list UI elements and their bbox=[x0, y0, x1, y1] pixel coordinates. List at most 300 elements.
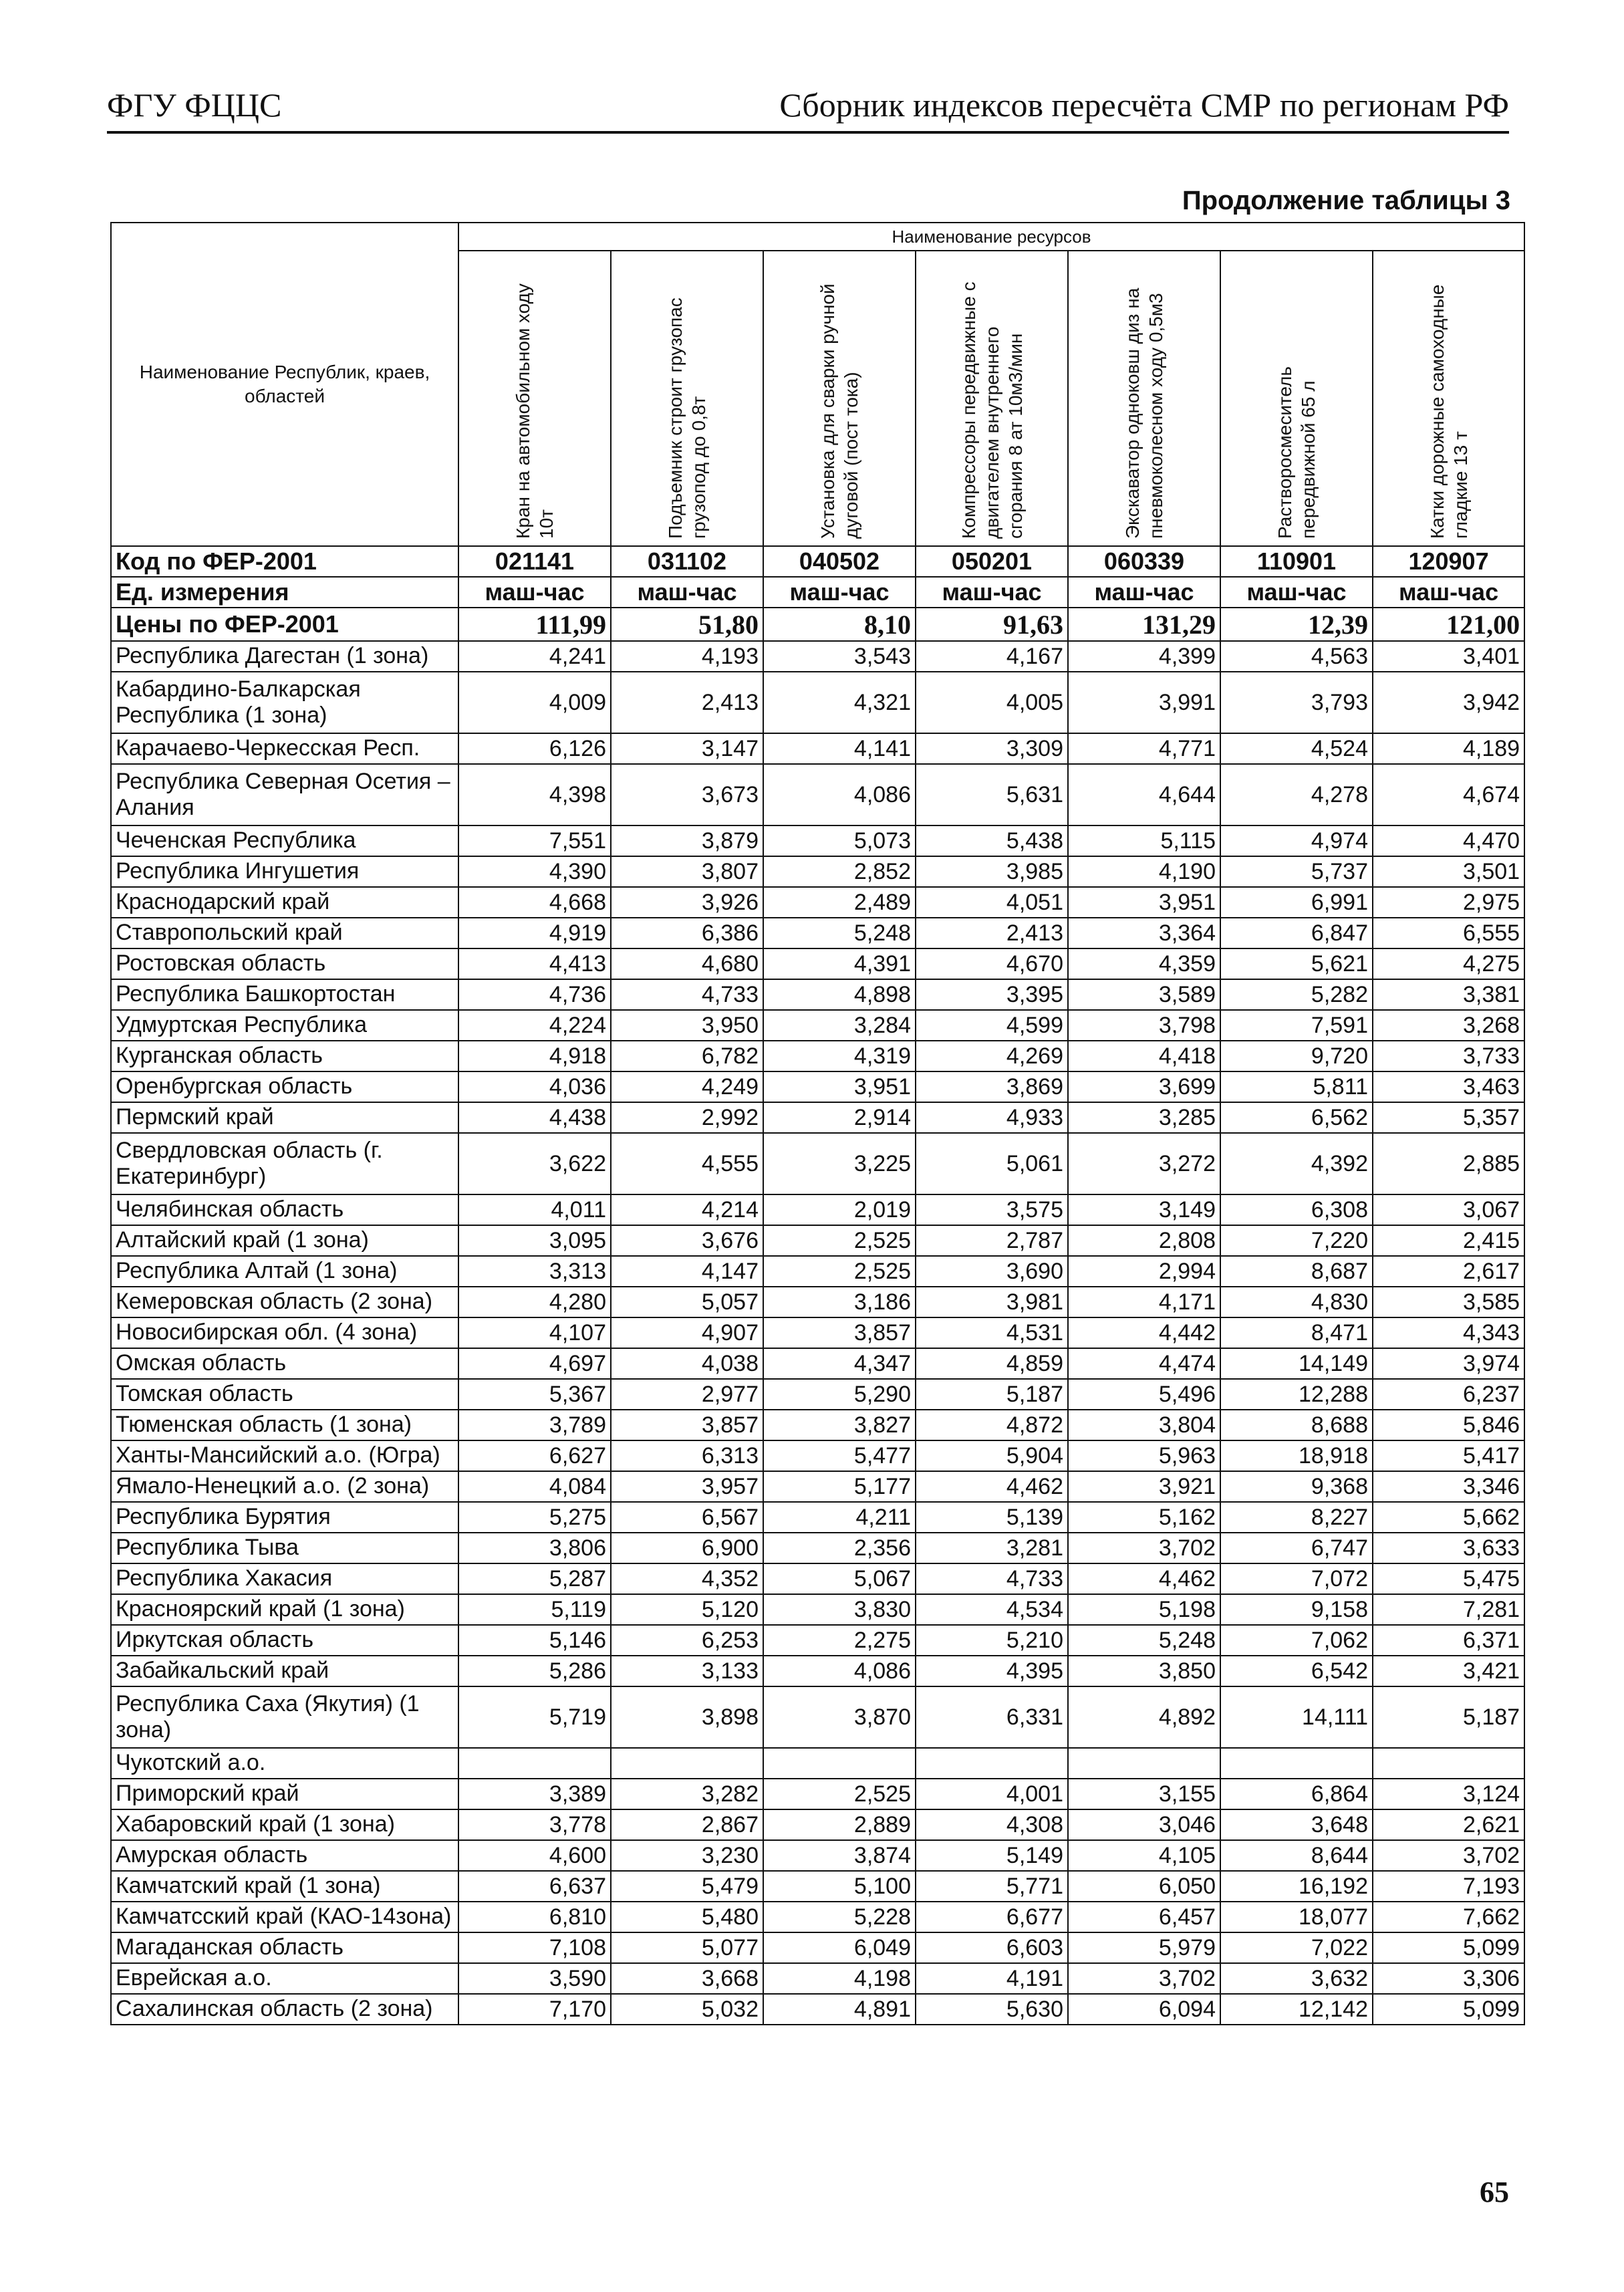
resource-code: 120907 bbox=[1373, 546, 1524, 577]
region-name: Камчатский край (1 зона) bbox=[111, 1871, 458, 1902]
table-row bbox=[111, 1194, 1524, 1225]
index-value: 7,072 bbox=[1220, 1563, 1373, 1594]
index-value: 4,009 bbox=[458, 672, 611, 733]
table-row bbox=[111, 1256, 1524, 1287]
index-value: 4,733 bbox=[611, 979, 763, 1010]
region-name: Ханты-Мансийский а.о. (Югра) bbox=[111, 1440, 458, 1471]
index-value: 4,600 bbox=[458, 1840, 611, 1871]
index-value: 2,914 bbox=[763, 1102, 916, 1133]
index-value: 2,415 bbox=[1373, 1225, 1524, 1256]
index-value: 5,248 bbox=[763, 918, 916, 948]
index-value: 4,474 bbox=[1068, 1348, 1220, 1379]
table-row bbox=[111, 1348, 1524, 1379]
index-value: 4,191 bbox=[916, 1963, 1068, 1994]
index-value: 9,368 bbox=[1220, 1471, 1373, 1502]
index-value: 2,617 bbox=[1373, 1256, 1524, 1287]
resource-name: Компрессоры передвижные с двигателем внутреннего сгорания 8 ат 10м3/мин bbox=[958, 281, 1026, 539]
index-value bbox=[1373, 1748, 1524, 1779]
index-value: 5,115 bbox=[1068, 825, 1220, 856]
index-value: 3,590 bbox=[458, 1963, 611, 1994]
table-row bbox=[111, 1071, 1524, 1102]
unit-label: Ед. измерения bbox=[111, 577, 458, 608]
index-value: 4,563 bbox=[1220, 641, 1373, 672]
index-value: 5,477 bbox=[763, 1440, 916, 1471]
index-value: 3,230 bbox=[611, 1840, 763, 1871]
index-value: 4,531 bbox=[916, 1317, 1068, 1348]
index-value: 5,357 bbox=[1373, 1102, 1524, 1133]
resource-code: 110901 bbox=[1220, 546, 1373, 577]
index-value: 7,591 bbox=[1220, 1010, 1373, 1041]
index-value: 4,107 bbox=[458, 1317, 611, 1348]
table-row bbox=[111, 1594, 1524, 1625]
index-value: 18,918 bbox=[1220, 1440, 1373, 1471]
index-value: 4,038 bbox=[611, 1348, 763, 1379]
table-row bbox=[111, 1994, 1524, 2025]
table-row bbox=[111, 1840, 1524, 1871]
header-title: Сборник индексов пересчёта СМР по регионам РФ bbox=[779, 86, 1509, 124]
index-value: 6,542 bbox=[1220, 1656, 1373, 1686]
region-name: Ставропольский край bbox=[111, 918, 458, 948]
index-value: 3,857 bbox=[763, 1317, 916, 1348]
index-value: 3,306 bbox=[1373, 1963, 1524, 1994]
table-continuation-label: Продолжение таблицы 3 bbox=[1182, 186, 1510, 215]
table-row bbox=[111, 1471, 1524, 1502]
table-row bbox=[111, 1041, 1524, 1071]
index-value: 2,525 bbox=[763, 1256, 916, 1287]
index-value: 3,421 bbox=[1373, 1656, 1524, 1686]
resource-name: Кран на автомобильном ходу 10т bbox=[513, 283, 557, 539]
index-value: 5,162 bbox=[1068, 1502, 1220, 1533]
region-name: Новосибирская обл. (4 зона) bbox=[111, 1317, 458, 1348]
index-value: 6,457 bbox=[1068, 1902, 1220, 1932]
index-value: 5,367 bbox=[458, 1379, 611, 1410]
index-value: 3,284 bbox=[763, 1010, 916, 1041]
index-value: 4,051 bbox=[916, 887, 1068, 918]
index-value: 3,501 bbox=[1373, 856, 1524, 887]
index-value: 5,287 bbox=[458, 1563, 611, 1594]
index-value: 2,621 bbox=[1373, 1809, 1524, 1840]
index-value: 4,001 bbox=[916, 1779, 1068, 1809]
index-value: 5,417 bbox=[1373, 1440, 1524, 1471]
table-row bbox=[111, 1379, 1524, 1410]
index-value: 5,119 bbox=[458, 1594, 611, 1625]
index-value: 3,124 bbox=[1373, 1779, 1524, 1809]
index-value: 6,637 bbox=[458, 1871, 611, 1902]
index-value: 3,702 bbox=[1068, 1963, 1220, 1994]
index-value: 6,782 bbox=[611, 1041, 763, 1071]
index-value: 7,170 bbox=[458, 1994, 611, 2025]
index-value: 2,992 bbox=[611, 1102, 763, 1133]
index-value: 5,139 bbox=[916, 1502, 1068, 1533]
resource-header bbox=[1373, 251, 1524, 546]
index-value: 3,147 bbox=[611, 733, 763, 764]
index-value: 3,950 bbox=[611, 1010, 763, 1041]
index-value: 4,644 bbox=[1068, 764, 1220, 825]
index-value: 6,627 bbox=[458, 1440, 611, 1471]
region-name: Пермский край bbox=[111, 1102, 458, 1133]
index-value: 5,057 bbox=[611, 1287, 763, 1317]
index-value: 4,224 bbox=[458, 1010, 611, 1041]
index-value: 6,864 bbox=[1220, 1779, 1373, 1809]
resource-price: 12,39 bbox=[1220, 608, 1373, 641]
table-row bbox=[111, 1010, 1524, 1041]
resource-unit: маш-час bbox=[916, 577, 1068, 608]
index-value: 5,073 bbox=[763, 825, 916, 856]
index-value: 5,228 bbox=[763, 1902, 916, 1932]
index-value: 4,086 bbox=[763, 1656, 916, 1686]
index-value: 3,974 bbox=[1373, 1348, 1524, 1379]
index-value: 3,673 bbox=[611, 764, 763, 825]
code-row bbox=[111, 546, 1524, 577]
index-value: 4,418 bbox=[1068, 1041, 1220, 1071]
resource-unit: маш-час bbox=[611, 577, 763, 608]
resource-code: 021141 bbox=[458, 546, 611, 577]
index-value: 8,471 bbox=[1220, 1317, 1373, 1348]
index-value: 4,036 bbox=[458, 1071, 611, 1102]
table-row bbox=[111, 1932, 1524, 1963]
index-value: 5,480 bbox=[611, 1902, 763, 1932]
resource-name: Экскаватор одноковш диз на пневмоколесном ходу 0,5м3 bbox=[1122, 287, 1166, 539]
index-value: 4,413 bbox=[458, 948, 611, 979]
index-value: 2,489 bbox=[763, 887, 916, 918]
region-name: Республика Башкортостан bbox=[111, 979, 458, 1010]
index-value: 5,146 bbox=[458, 1625, 611, 1656]
index-value bbox=[916, 1748, 1068, 1779]
region-column-header: Наименование Республик, краев, областей bbox=[111, 223, 458, 546]
table-row bbox=[111, 1748, 1524, 1779]
index-value: 4,859 bbox=[916, 1348, 1068, 1379]
index-value: 4,241 bbox=[458, 641, 611, 672]
index-value: 6,371 bbox=[1373, 1625, 1524, 1656]
index-value: 2,885 bbox=[1373, 1133, 1524, 1194]
index-value: 3,827 bbox=[763, 1410, 916, 1440]
index-value: 6,386 bbox=[611, 918, 763, 948]
index-value: 4,084 bbox=[458, 1471, 611, 1502]
resource-price: 8,10 bbox=[763, 608, 916, 641]
resource-header bbox=[1068, 251, 1220, 546]
index-value: 5,099 bbox=[1373, 1932, 1524, 1963]
index-value: 4,736 bbox=[458, 979, 611, 1010]
index-value: 4,933 bbox=[916, 1102, 1068, 1133]
index-value: 5,631 bbox=[916, 764, 1068, 825]
index-value: 9,720 bbox=[1220, 1041, 1373, 1071]
resources-group-header: Наименование ресурсов bbox=[458, 223, 1524, 251]
index-value: 3,268 bbox=[1373, 1010, 1524, 1041]
region-name: Республика Дагестан (1 зона) bbox=[111, 641, 458, 672]
index-value: 3,395 bbox=[916, 979, 1068, 1010]
table-row bbox=[111, 1317, 1524, 1348]
index-value: 3,381 bbox=[1373, 979, 1524, 1010]
index-value: 5,904 bbox=[916, 1440, 1068, 1471]
index-value: 4,167 bbox=[916, 641, 1068, 672]
index-value: 3,991 bbox=[1068, 672, 1220, 733]
index-value bbox=[458, 1748, 611, 1779]
index-value: 4,974 bbox=[1220, 825, 1373, 856]
index-value: 5,630 bbox=[916, 1994, 1068, 2025]
region-name: Удмуртская Республика bbox=[111, 1010, 458, 1041]
resource-code: 031102 bbox=[611, 546, 763, 577]
index-value: 3,389 bbox=[458, 1779, 611, 1809]
region-name: Карачаево-Черкесская Респ. bbox=[111, 733, 458, 764]
index-value: 4,670 bbox=[916, 948, 1068, 979]
index-value: 5,210 bbox=[916, 1625, 1068, 1656]
index-value: 4,193 bbox=[611, 641, 763, 672]
index-value: 8,688 bbox=[1220, 1410, 1373, 1440]
index-value: 2,808 bbox=[1068, 1225, 1220, 1256]
index-value: 5,811 bbox=[1220, 1071, 1373, 1102]
index-value: 6,847 bbox=[1220, 918, 1373, 948]
index-value: 3,309 bbox=[916, 733, 1068, 764]
index-value: 6,049 bbox=[763, 1932, 916, 1963]
index-value: 4,343 bbox=[1373, 1317, 1524, 1348]
index-value: 4,171 bbox=[1068, 1287, 1220, 1317]
index-value: 6,603 bbox=[916, 1932, 1068, 1963]
index-value: 4,347 bbox=[763, 1348, 916, 1379]
index-value: 5,290 bbox=[763, 1379, 916, 1410]
index-value: 2,867 bbox=[611, 1809, 763, 1840]
index-value: 8,227 bbox=[1220, 1502, 1373, 1533]
index-value: 4,524 bbox=[1220, 733, 1373, 764]
region-name: Свердловская область (г. Екатеринбург) bbox=[111, 1133, 458, 1194]
index-value: 8,687 bbox=[1220, 1256, 1373, 1287]
region-name: Чукотский а.о. bbox=[111, 1748, 458, 1779]
resource-header bbox=[1220, 251, 1373, 546]
index-value: 3,632 bbox=[1220, 1963, 1373, 1994]
index-value: 2,019 bbox=[763, 1194, 916, 1225]
index-value: 3,543 bbox=[763, 641, 916, 672]
index-value: 4,462 bbox=[916, 1471, 1068, 1502]
index-value: 5,187 bbox=[1373, 1686, 1524, 1748]
region-name: Чеченская Республика bbox=[111, 825, 458, 856]
index-value: 4,105 bbox=[1068, 1840, 1220, 1871]
index-value: 2,975 bbox=[1373, 887, 1524, 918]
index-value: 3,874 bbox=[763, 1840, 916, 1871]
index-value: 6,747 bbox=[1220, 1533, 1373, 1563]
index-value: 3,282 bbox=[611, 1779, 763, 1809]
index-value: 16,192 bbox=[1220, 1871, 1373, 1902]
region-name: Республика Хакасия bbox=[111, 1563, 458, 1594]
index-value bbox=[763, 1748, 916, 1779]
index-value: 2,852 bbox=[763, 856, 916, 887]
index-value: 2,413 bbox=[916, 918, 1068, 948]
resource-code: 060339 bbox=[1068, 546, 1220, 577]
index-value: 4,319 bbox=[763, 1041, 916, 1071]
region-name: Омская область bbox=[111, 1348, 458, 1379]
index-value: 3,778 bbox=[458, 1809, 611, 1840]
price-row bbox=[111, 608, 1524, 641]
index-value: 3,149 bbox=[1068, 1194, 1220, 1225]
resource-price: 91,63 bbox=[916, 608, 1068, 641]
index-value: 3,133 bbox=[611, 1656, 763, 1686]
index-value: 4,278 bbox=[1220, 764, 1373, 825]
table-row bbox=[111, 1686, 1524, 1748]
index-value: 3,702 bbox=[1068, 1533, 1220, 1563]
index-value: 4,395 bbox=[916, 1656, 1068, 1686]
index-value: 3,186 bbox=[763, 1287, 916, 1317]
resource-header bbox=[763, 251, 916, 546]
index-value: 7,022 bbox=[1220, 1932, 1373, 1963]
index-value: 6,555 bbox=[1373, 918, 1524, 948]
region-name: Хабаровский край (1 зона) bbox=[111, 1809, 458, 1840]
index-value: 5,719 bbox=[458, 1686, 611, 1748]
index-value: 6,094 bbox=[1068, 1994, 1220, 2025]
index-value: 2,994 bbox=[1068, 1256, 1220, 1287]
region-name: Краснодарский край bbox=[111, 887, 458, 918]
index-value: 3,668 bbox=[611, 1963, 763, 1994]
index-value: 3,281 bbox=[916, 1533, 1068, 1563]
table-row bbox=[111, 1902, 1524, 1932]
index-value: 4,674 bbox=[1373, 764, 1524, 825]
index-value: 4,321 bbox=[763, 672, 916, 733]
index-value: 4,211 bbox=[763, 1502, 916, 1533]
resource-unit: маш-час bbox=[1373, 577, 1524, 608]
index-value: 5,099 bbox=[1373, 1994, 1524, 2025]
index-value: 6,562 bbox=[1220, 1102, 1373, 1133]
index-value: 3,798 bbox=[1068, 1010, 1220, 1041]
index-value: 4,891 bbox=[763, 1994, 916, 2025]
index-value: 4,918 bbox=[458, 1041, 611, 1071]
region-name: Тюменская область (1 зона) bbox=[111, 1410, 458, 1440]
region-name: Магаданская область bbox=[111, 1932, 458, 1963]
index-value: 4,392 bbox=[1220, 1133, 1373, 1194]
index-value: 5,061 bbox=[916, 1133, 1068, 1194]
index-value: 3,898 bbox=[611, 1686, 763, 1748]
index-value: 5,100 bbox=[763, 1871, 916, 1902]
index-value: 18,077 bbox=[1220, 1902, 1373, 1932]
resource-unit: маш-час bbox=[1068, 577, 1220, 608]
index-value: 4,872 bbox=[916, 1410, 1068, 1440]
index-value: 3,957 bbox=[611, 1471, 763, 1502]
table-row bbox=[111, 1563, 1524, 1594]
index-value: 2,356 bbox=[763, 1533, 916, 1563]
index-value: 6,308 bbox=[1220, 1194, 1373, 1225]
region-name: Красноярский край (1 зона) bbox=[111, 1594, 458, 1625]
index-value: 4,190 bbox=[1068, 856, 1220, 887]
resource-code: 040502 bbox=[763, 546, 916, 577]
index-value: 4,892 bbox=[1068, 1686, 1220, 1748]
index-value: 3,676 bbox=[611, 1225, 763, 1256]
index-value: 3,463 bbox=[1373, 1071, 1524, 1102]
index-value: 4,919 bbox=[458, 918, 611, 948]
index-value: 2,525 bbox=[763, 1225, 916, 1256]
index-value: 3,622 bbox=[458, 1133, 611, 1194]
index-value: 3,285 bbox=[1068, 1102, 1220, 1133]
index-value: 5,149 bbox=[916, 1840, 1068, 1871]
index-value: 4,141 bbox=[763, 733, 916, 764]
index-value: 5,662 bbox=[1373, 1502, 1524, 1533]
index-value: 4,398 bbox=[458, 764, 611, 825]
index-value: 3,942 bbox=[1373, 672, 1524, 733]
table-row bbox=[111, 1102, 1524, 1133]
region-name: Камчатсский край (КАО-14зона) bbox=[111, 1902, 458, 1932]
table-row bbox=[111, 1502, 1524, 1533]
index-value: 6,313 bbox=[611, 1440, 763, 1471]
index-value: 3,272 bbox=[1068, 1133, 1220, 1194]
region-name: Ростовская область bbox=[111, 948, 458, 979]
region-name: Кабардино-Балкарская Республика (1 зона) bbox=[111, 672, 458, 733]
index-value: 4,555 bbox=[611, 1133, 763, 1194]
index-value: 12,288 bbox=[1220, 1379, 1373, 1410]
region-name: Курганская область bbox=[111, 1041, 458, 1071]
region-name: Челябинская область bbox=[111, 1194, 458, 1225]
index-value: 4,359 bbox=[1068, 948, 1220, 979]
index-value: 3,699 bbox=[1068, 1071, 1220, 1102]
region-name: Оренбургская область bbox=[111, 1071, 458, 1102]
index-value: 4,011 bbox=[458, 1194, 611, 1225]
region-name: Республика Саха (Якутия) (1 зона) bbox=[111, 1686, 458, 1748]
index-value: 3,807 bbox=[611, 856, 763, 887]
region-name: Ямало-Ненецкий а.о. (2 зона) bbox=[111, 1471, 458, 1502]
table-row bbox=[111, 1287, 1524, 1317]
resource-name: Катки дорожные самоходные гладкие 13 т bbox=[1426, 284, 1471, 539]
index-value: 3,951 bbox=[1068, 887, 1220, 918]
index-value: 2,525 bbox=[763, 1779, 916, 1809]
index-value: 5,475 bbox=[1373, 1563, 1524, 1594]
index-value: 2,275 bbox=[763, 1625, 916, 1656]
index-value: 4,390 bbox=[458, 856, 611, 887]
index-value: 4,470 bbox=[1373, 825, 1524, 856]
resource-unit: маш-час bbox=[763, 577, 916, 608]
index-value: 4,147 bbox=[611, 1256, 763, 1287]
table-row bbox=[111, 764, 1524, 825]
index-value: 6,810 bbox=[458, 1902, 611, 1932]
index-value: 4,280 bbox=[458, 1287, 611, 1317]
index-value: 3,589 bbox=[1068, 979, 1220, 1010]
index-value: 3,804 bbox=[1068, 1410, 1220, 1440]
resource-header bbox=[458, 251, 611, 546]
index-value: 4,308 bbox=[916, 1809, 1068, 1840]
index-value: 3,806 bbox=[458, 1533, 611, 1563]
resource-unit: маш-час bbox=[1220, 577, 1373, 608]
table-body bbox=[111, 546, 1524, 2025]
resource-name: Подъемник строит грузопас грузопод до 0,8т bbox=[665, 297, 709, 539]
resource-price: 111,99 bbox=[458, 608, 611, 641]
index-value: 5,275 bbox=[458, 1502, 611, 1533]
index-value: 3,985 bbox=[916, 856, 1068, 887]
index-value: 4,697 bbox=[458, 1348, 611, 1379]
page-number: 65 bbox=[1480, 2176, 1509, 2208]
index-value: 6,050 bbox=[1068, 1871, 1220, 1902]
header-org: ФГУ ФЦЦС bbox=[107, 86, 282, 124]
index-value: 5,248 bbox=[1068, 1625, 1220, 1656]
index-value: 5,737 bbox=[1220, 856, 1373, 887]
index-value: 5,077 bbox=[611, 1932, 763, 1963]
index-value: 5,479 bbox=[611, 1871, 763, 1902]
region-name: Приморский край bbox=[111, 1779, 458, 1809]
index-value: 3,789 bbox=[458, 1410, 611, 1440]
index-value: 4,399 bbox=[1068, 641, 1220, 672]
index-value: 3,850 bbox=[1068, 1656, 1220, 1686]
table-row bbox=[111, 1963, 1524, 1994]
index-value: 3,364 bbox=[1068, 918, 1220, 948]
index-value: 5,846 bbox=[1373, 1410, 1524, 1440]
region-name: Республика Тыва bbox=[111, 1533, 458, 1563]
index-value: 4,599 bbox=[916, 1010, 1068, 1041]
region-name: Амурская область bbox=[111, 1840, 458, 1871]
region-name: Республика Алтай (1 зона) bbox=[111, 1256, 458, 1287]
index-value: 5,771 bbox=[916, 1871, 1068, 1902]
table-row bbox=[111, 979, 1524, 1010]
table-row bbox=[111, 918, 1524, 948]
index-value: 5,120 bbox=[611, 1594, 763, 1625]
index-value: 3,951 bbox=[763, 1071, 916, 1102]
resource-price: 121,00 bbox=[1373, 608, 1524, 641]
index-value: 3,879 bbox=[611, 825, 763, 856]
index-value: 4,189 bbox=[1373, 733, 1524, 764]
index-value: 4,086 bbox=[763, 764, 916, 825]
index-value: 5,963 bbox=[1068, 1440, 1220, 1471]
index-value: 4,438 bbox=[458, 1102, 611, 1133]
